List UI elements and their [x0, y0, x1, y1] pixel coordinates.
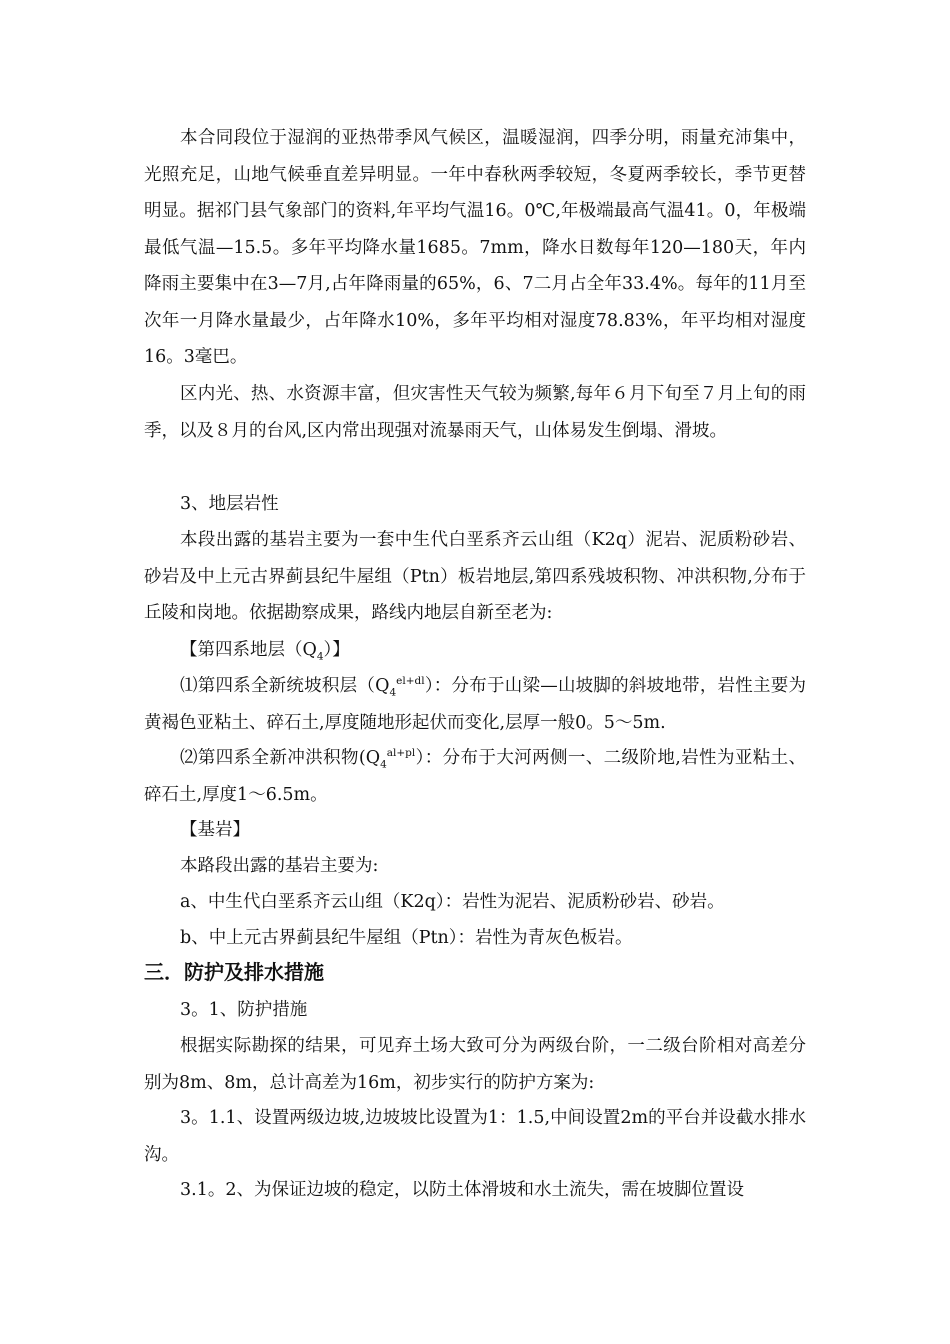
item2-sub: 4 — [380, 758, 387, 771]
quaternary-item-2 — [144, 740, 806, 813]
item2-sup: al+pl — [386, 747, 416, 760]
subsection-3-1-title: 3。1、防护措施 — [180, 1000, 308, 1020]
bedrock-item-a: a、中生代白垩系齐云山组（K2q）：岩性为泥岩、泥质粉砂岩、砂岩。 — [180, 892, 725, 912]
climate-paragraph-1: 本合同段位于湿润的亚热带季风气候区，温暖湿润，四季分明，雨量充沛集中，光照充足，山地气候垂直差异明显。一年中春秋两季较短，冬夏两季较长，季节更替明显。据祁门县气象部门的资料,年平均气温16。0℃,年极端最高气温41。0，年极端最低气温—15.5。多年平均降水量1685。7mm，降水日数每年120—180天，年内降雨主要集中在3—7月,占年降雨量的65%，6、7二月占全年33.4%。每年的11月至次年一月降水量最少，占年降水10%，多年平均相对湿度78.83%，年平均相对湿度16。3毫巴。 — [144, 128, 806, 367]
quaternary-label — [144, 632, 806, 669]
item2-pre: ⑵第四系全新冲洪积物(Q — [180, 748, 381, 768]
section-3-heading: 三．防护及排水措施 — [144, 960, 324, 984]
strata-section-title: 3、地层岩性 — [180, 494, 279, 514]
item-3-1-2: 3.1。2、为保证边坡的稳定，以防土体滑坡和水土流失，需在坡脚位置设 — [180, 1180, 744, 1200]
quaternary-item-1 — [144, 668, 806, 741]
climate-paragraph-2: 区内光、热、水资源丰富，但灾害性天气较为频繁,每年６月下旬至７月上旬的雨季，以及８月的台风,区内常出现强对流暴雨天气，山体易发生倒塌、滑坡。 — [144, 384, 806, 441]
item1-sup: el+dl — [396, 675, 425, 688]
item-3-1-1: 3。1.1、设置两级边坡,边坡坡比设置为1：1.5,中间设置2m的平台并设截水排水沟。 — [144, 1108, 806, 1165]
bedrock-label: 【基岩】 — [180, 820, 250, 840]
subsection-3-1-intro: 根据实际勘探的结果，可见弃土场大致可分为两级台阶，一二级台阶相对高差分别为8m、8m，总计高差为16m，初步实行的防护方案为: — [144, 1036, 806, 1093]
item2-post: ）：分布于大河两侧一、二级阶地,岩性为亚粘土、碎石土,厚度1～6.5m。 — [144, 748, 806, 805]
quaternary-label-sub: 4 — [316, 650, 324, 663]
bedrock-item-b: b、中上元古界蓟县纪牛屋组（Ptn）：岩性为青灰色板岩。 — [180, 928, 633, 948]
item1-post: ）：分布于山梁—山坡脚的斜坡地带，岩性主要为黄褐色亚粘土、碎石土,厚度随地形起伏而变化,层厚一般0。5～5m. — [144, 676, 806, 733]
strata-intro-paragraph: 本段出露的基岩主要为一套中生代白垩系齐云山组（K2q）泥岩、泥质粉砂岩、砂岩及中上元古界蓟县纪牛屋组（Ptn）板岩地层,第四系残坡积物、冲洪积物,分布于丘陵和岗地。依据勘察成果，路线内地层自新至老为: — [144, 530, 806, 623]
quaternary-label-pre: 【第四系地层（Q — [180, 640, 317, 660]
item1-pre: ⑴第四系全新统坡积层（Q — [180, 676, 390, 696]
item1-sub: 4 — [389, 686, 397, 699]
quaternary-label-post: ）】 — [323, 640, 350, 660]
bedrock-intro: 本路段出露的基岩主要为: — [180, 856, 379, 876]
